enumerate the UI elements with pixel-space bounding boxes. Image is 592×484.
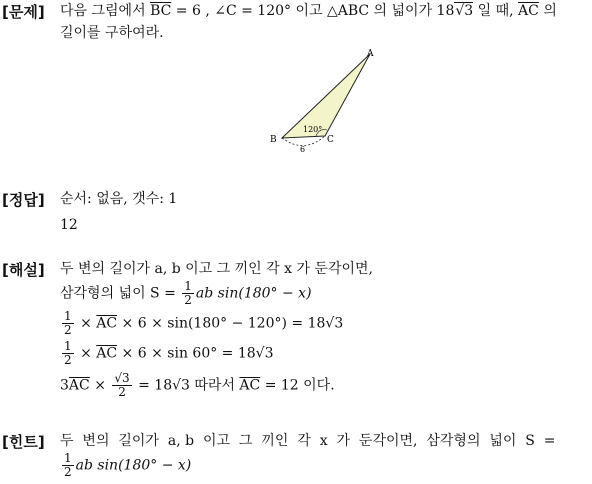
segment-ac: $\overline{AC}$ (96, 315, 118, 332)
segment-bc: $\overline{BC}$ (150, 3, 172, 19)
solution-line-3 (60, 310, 586, 340)
fraction-denominator: 2 (64, 323, 72, 337)
solution-text-part: 삼각형의 넓이 S = (60, 285, 176, 302)
problem-line-1 (60, 0, 586, 22)
solution-text-part: × 6 × sin(180° − 120°) = 18√3 (117, 315, 344, 332)
angle-label: 120° (303, 125, 323, 134)
solution-text-part: ab sin(180° − x) (195, 285, 312, 302)
solution-text-part: × (89, 377, 111, 394)
solution-line-5 (60, 370, 586, 406)
hint-label: [힌트] (2, 433, 45, 451)
problem-line-2: 길이를 구하여라. (60, 25, 164, 41)
answer-content (60, 188, 586, 236)
problem-text (60, 0, 586, 44)
fraction-denominator: 2 (118, 385, 126, 399)
solution-content (60, 258, 586, 406)
hint-text-part: ab sin(180° − x) (75, 457, 192, 474)
fraction-half (62, 310, 74, 337)
solution-line-4 (60, 340, 586, 370)
sqrt-three: √3 (455, 3, 474, 19)
answer-value: 12 (60, 217, 78, 233)
fraction-denominator: 2 (64, 465, 72, 479)
fraction-half (182, 280, 194, 307)
fraction-root3-half (112, 372, 131, 399)
side-label: 6 (300, 145, 306, 154)
solution-line-1: 두 변의 길이가 a, b 이고 그 끼인 각 x 가 둔각이면, (60, 261, 373, 277)
fraction-numerator: 1 (184, 279, 192, 293)
problem-text-part: 의 (538, 3, 557, 19)
segment-ac: $\overline{AC}$ (518, 3, 539, 19)
problem-text-part: 일 때, (473, 3, 514, 19)
fraction-numerator: √3 (114, 371, 130, 385)
fraction-numerator: 1 (64, 309, 72, 323)
triangle-figure (264, 44, 384, 154)
triangle-abc (282, 54, 370, 138)
vertex-c: C (327, 135, 334, 145)
problem-text-part: 다음 그림에서 (60, 3, 146, 19)
hint-content (60, 430, 586, 478)
fraction-numerator: 1 (64, 339, 72, 353)
solution-text-part: 3 (60, 377, 69, 394)
solution-text-part: × 6 × sin 60° = 18√3 (117, 345, 274, 362)
solution-label: [해설] (2, 261, 45, 279)
answer-meta: 순서: 없음, 갯수: 1 (60, 191, 178, 207)
solution-text-part: × (75, 345, 97, 362)
problem-text-part: = 6 , ∠C = 120° 이고 △ABC 의 넓이가 18 (171, 3, 455, 19)
fraction-denominator: 2 (64, 353, 72, 367)
vertex-a: A (367, 49, 374, 59)
segment-ac: $\overline{AC}$ (68, 377, 90, 394)
fraction-denominator: 2 (184, 293, 192, 307)
solution-text-part: = 18√3 따라서 (133, 377, 240, 394)
vertex-b: B (270, 135, 277, 145)
problem-label: [문제] (2, 3, 45, 21)
fraction-numerator: 1 (64, 451, 72, 465)
fraction-half (62, 340, 74, 367)
segment-ac: $\overline{AC}$ (96, 345, 118, 362)
fraction-half (62, 452, 74, 479)
solution-line-2 (60, 280, 586, 310)
answer-label: [정답] (2, 191, 45, 209)
hint-line-1: 두 변의 길이가 a, b 이고 그 끼인 각 x 가 둔각이면, 삼각형의 넓이 S = (60, 433, 556, 449)
solution-text-part: × (75, 315, 97, 332)
segment-ac: $\overline{AC}$ (239, 377, 261, 394)
solution-text-part: = 12 이다. (260, 377, 335, 394)
hint-line-2 (60, 452, 586, 478)
